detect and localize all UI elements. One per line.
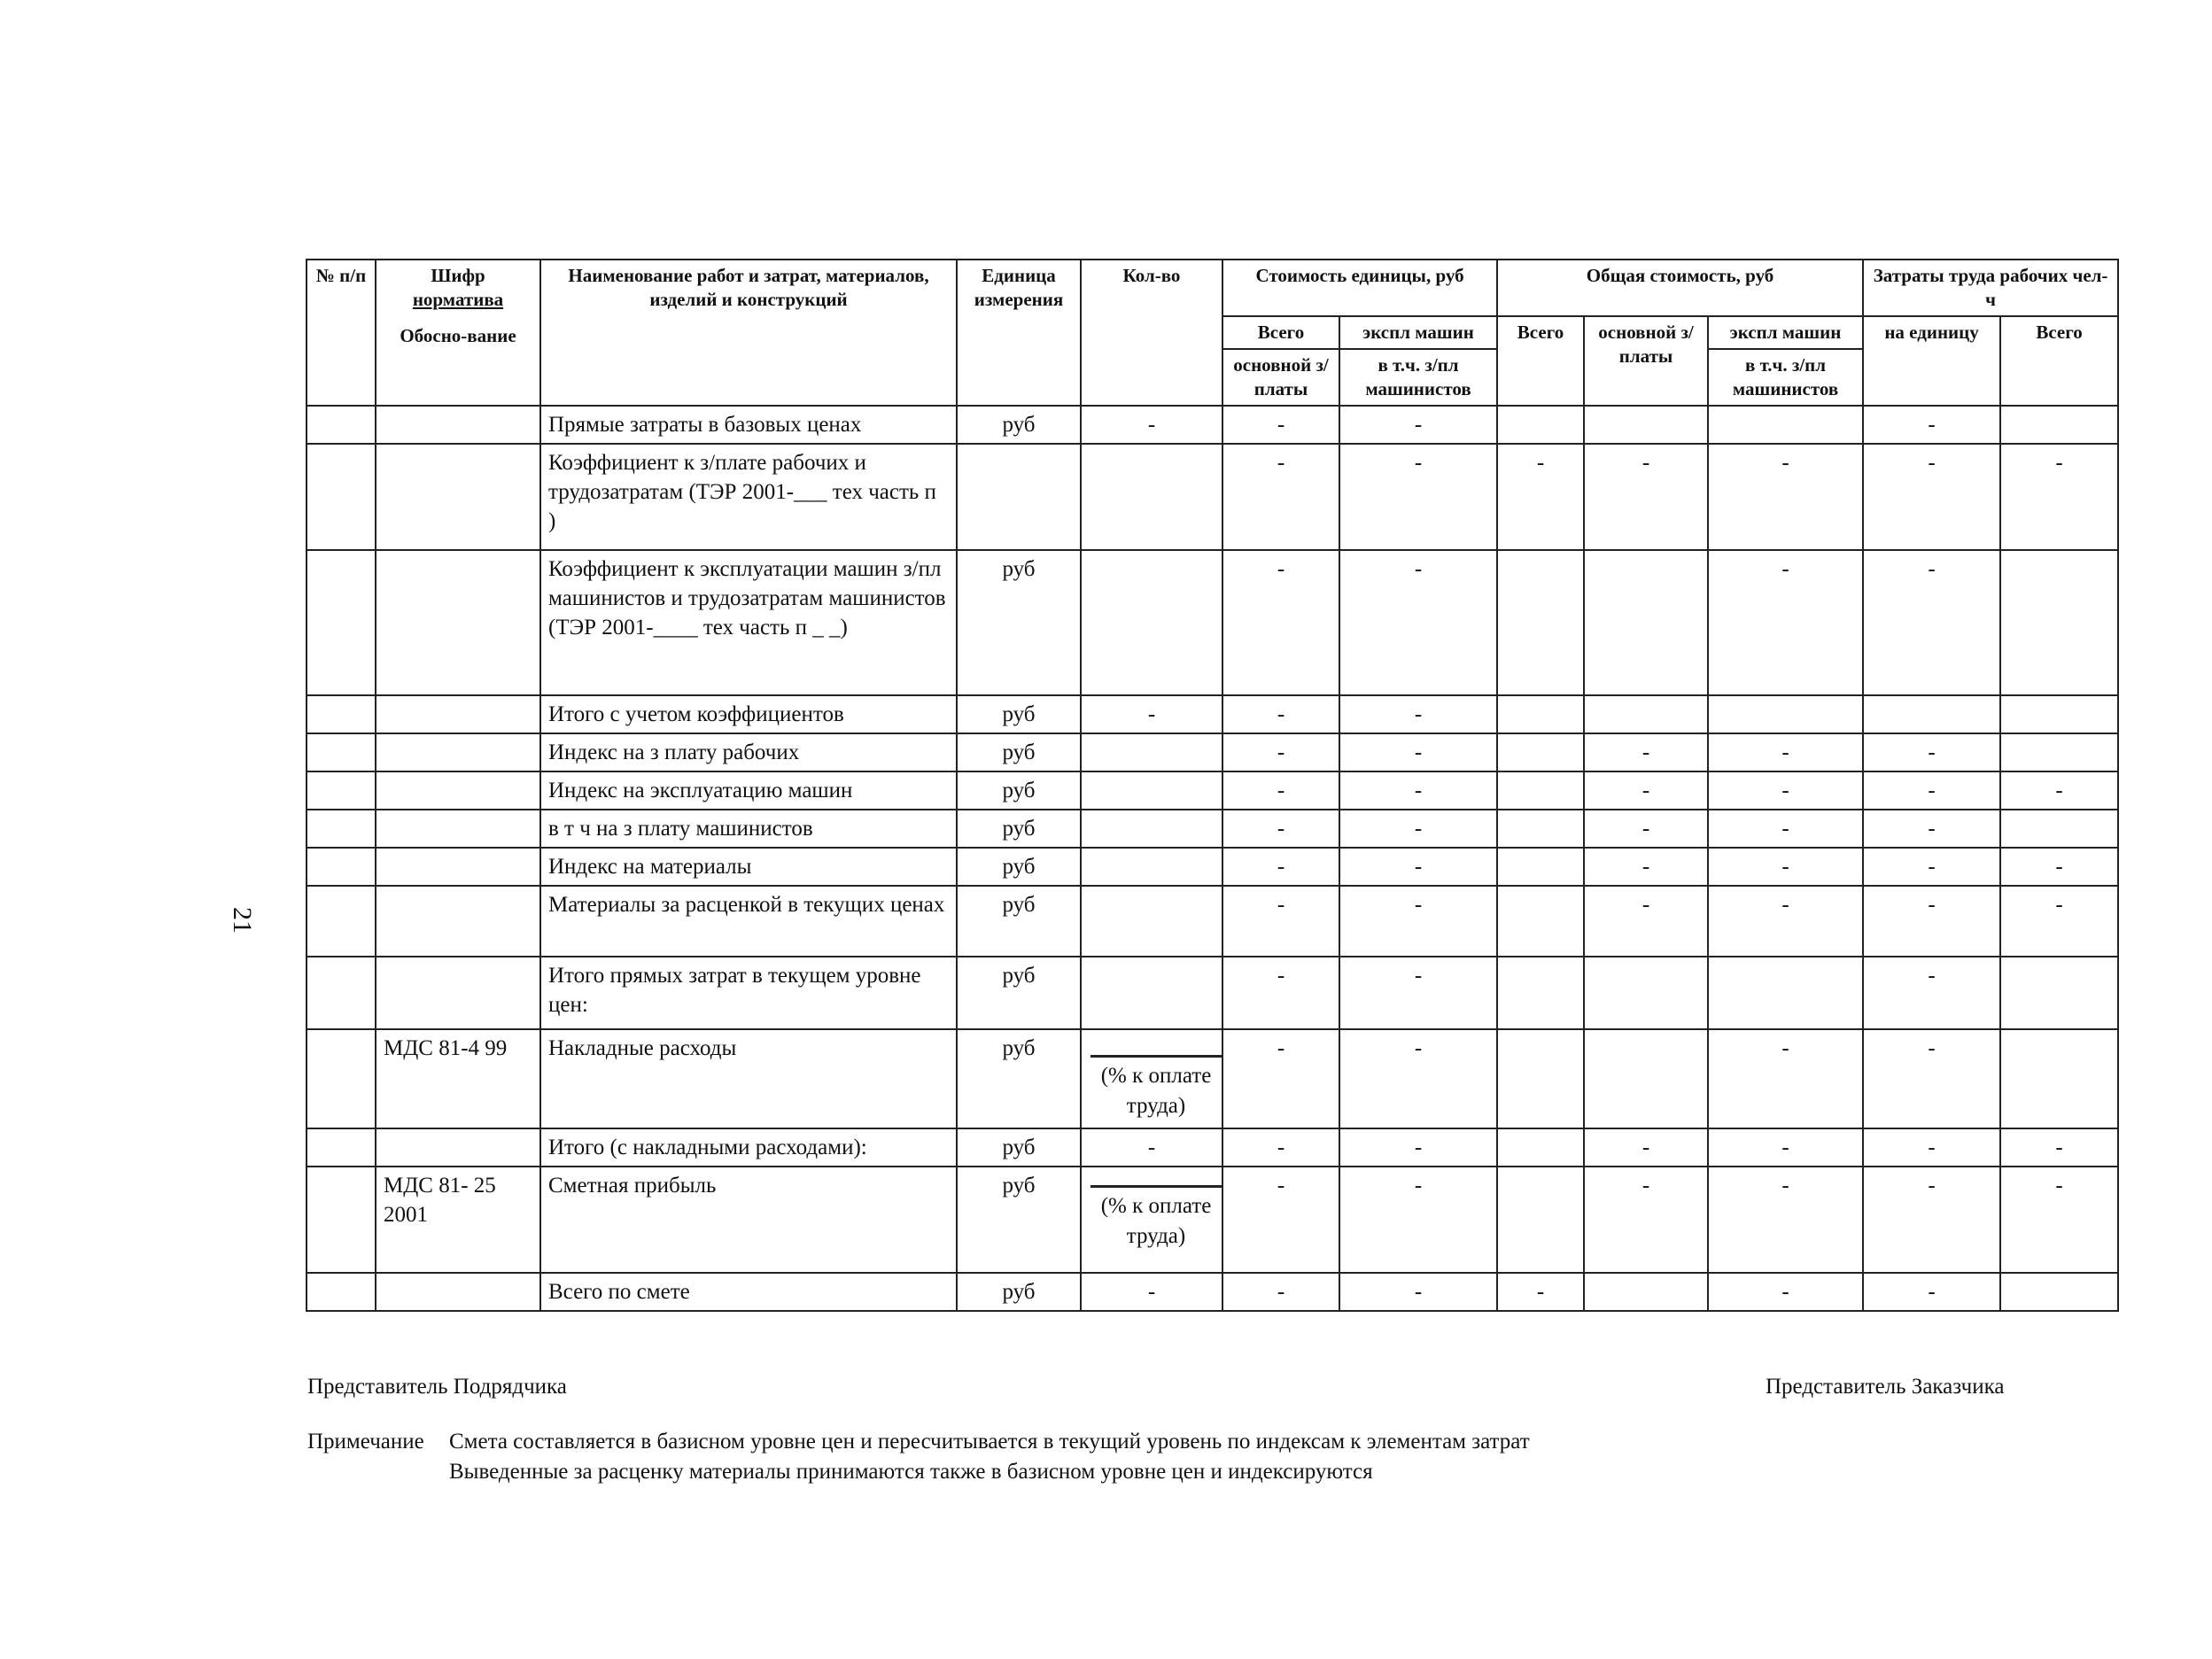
total-base-header: основной з/платы (1584, 316, 1708, 406)
cell: - (1339, 406, 1497, 444)
code-header-bot: Обосно-вание (400, 325, 516, 346)
cell (1497, 733, 1584, 771)
cell: - (1863, 810, 2000, 848)
cell: - (1863, 406, 2000, 444)
row-qty (1081, 444, 1222, 550)
cell: - (1222, 957, 1339, 1029)
cell: - (1708, 886, 1863, 957)
cell: - (1863, 550, 2000, 695)
col-name-header: Наименование работ и затрат, материалов, изделий и конструкций (540, 260, 957, 406)
cell: - (1339, 886, 1497, 957)
table-row (307, 848, 2118, 886)
cell: - (1584, 771, 1708, 810)
row-name: Индекс на материалы (540, 848, 957, 886)
cell: - (1708, 733, 1863, 771)
cell (1497, 957, 1584, 1029)
row-unit: руб (957, 1029, 1081, 1128)
table-row (307, 886, 2118, 957)
table-row (307, 1273, 2118, 1311)
cell (1497, 886, 1584, 957)
row-name: Коэффициент к эксплуатации машин з/пл машинистов и трудозатратам машинистов (ТЭР 2001-____ тех часть п _ _) (540, 550, 957, 695)
cell: - (1863, 1128, 2000, 1167)
cell (1497, 1128, 1584, 1167)
row-qty: - (1081, 1128, 1222, 1167)
table-row (307, 695, 2118, 733)
table-row (307, 550, 2118, 695)
cell: - (1339, 1029, 1497, 1128)
percent-note: (% к оплате труда) (1090, 1055, 1222, 1121)
cell: - (1863, 1273, 2000, 1311)
col-unit-header: Единица измерения (957, 260, 1081, 406)
cell: - (2000, 886, 2118, 957)
total-expl-header: экспл машин (1708, 316, 1863, 349)
cell (1497, 695, 1584, 733)
cell: - (1708, 1273, 1863, 1311)
row-unit: руб (957, 957, 1081, 1029)
row-code: МДС 81- 25 2001 (376, 1167, 540, 1273)
cell: - (1339, 1128, 1497, 1167)
row-unit (957, 444, 1081, 550)
row-name: Материалы за расценкой в текущих ценах (540, 886, 957, 957)
cell: - (1863, 771, 2000, 810)
row-name: Сметная прибыль (540, 1167, 957, 1273)
row-qty (1081, 1167, 1222, 1273)
cell: - (1497, 444, 1584, 550)
row-unit: руб (957, 771, 1081, 810)
cell (1497, 771, 1584, 810)
cell: - (1339, 848, 1497, 886)
cell: - (1863, 1167, 2000, 1273)
note-line-1: Смета составляется в базисном уровне цен и пересчитывается в текущий уровень по индексам к элементам затрат (449, 1430, 1530, 1454)
cell: - (1584, 733, 1708, 771)
row-name: Прямые затраты в базовых ценах (540, 406, 957, 444)
row-unit: руб (957, 1167, 1081, 1273)
row-qty: - (1081, 695, 1222, 733)
cell: - (1339, 695, 1497, 733)
row-name: Коэффициент к з/плате рабочих и трудозатратам (ТЭР 2001-___ тех часть п ) (540, 444, 957, 550)
cell: - (1584, 1128, 1708, 1167)
cell: - (1863, 886, 2000, 957)
total-all-header: Всего (1497, 316, 1584, 406)
total-incl-header: в т.ч. з/пл машинистов (1708, 349, 1863, 406)
cell: - (2000, 444, 2118, 550)
code-header-top: Шифр (431, 265, 485, 286)
row-unit: руб (957, 550, 1081, 695)
cell (1708, 695, 1863, 733)
header-row-1 (307, 260, 2118, 316)
cell: - (1584, 886, 1708, 957)
table-row (307, 810, 2118, 848)
row-qty (1081, 957, 1222, 1029)
unit-incl-header: в т.ч. з/пл машинистов (1339, 349, 1497, 406)
row-unit: руб (957, 695, 1081, 733)
cell: - (1339, 810, 1497, 848)
table-row (307, 733, 2118, 771)
cell: - (1222, 1273, 1339, 1311)
row-qty (1081, 1029, 1222, 1128)
row-qty (1081, 848, 1222, 886)
cell (1584, 957, 1708, 1029)
unit-all-header: Всего (1222, 316, 1339, 349)
cell: - (1222, 733, 1339, 771)
cell (1497, 406, 1584, 444)
cell: - (1339, 733, 1497, 771)
cell: - (1339, 1273, 1497, 1311)
row-name: Итого с учетом коэффициентов (540, 695, 957, 733)
cell (1584, 695, 1708, 733)
row-name: Индекс на эксплуатацию машин (540, 771, 957, 810)
cell: - (1222, 406, 1339, 444)
cell: - (1708, 550, 1863, 695)
cell: - (1222, 1167, 1339, 1273)
cell: - (2000, 1167, 2118, 1273)
cell: - (1708, 1029, 1863, 1128)
cell: - (1863, 957, 2000, 1029)
cell: - (1222, 848, 1339, 886)
cell (2000, 1029, 2118, 1128)
row-unit: руб (957, 733, 1081, 771)
cell: - (2000, 1128, 2118, 1167)
table-row (307, 1128, 2118, 1167)
cell (1497, 810, 1584, 848)
cell: - (1863, 733, 2000, 771)
row-unit: руб (957, 886, 1081, 957)
cell: - (1222, 886, 1339, 957)
cell (1863, 695, 2000, 733)
cell (2000, 957, 2118, 1029)
cell: - (1339, 444, 1497, 550)
estimate-table (306, 259, 2119, 1312)
cell (2000, 810, 2118, 848)
row-name: в т ч на з плату машинистов (540, 810, 957, 848)
code-header-mid: норматива (412, 289, 504, 310)
cell (1497, 1029, 1584, 1128)
labor-per-unit-header: на единицу (1863, 316, 2000, 406)
cell: - (1222, 771, 1339, 810)
row-unit: руб (957, 406, 1081, 444)
page-number: 21 (228, 907, 257, 934)
cell (1708, 957, 1863, 1029)
cell: - (1222, 550, 1339, 695)
cell: - (1584, 444, 1708, 550)
cell: - (2000, 771, 2118, 810)
cell: - (1584, 810, 1708, 848)
row-name: Индекс на з плату рабочих (540, 733, 957, 771)
row-qty (1081, 550, 1222, 695)
unit-expl-header: экспл машин (1339, 316, 1497, 349)
table-row (307, 771, 2118, 810)
table-row (307, 1029, 2118, 1128)
cell: - (1863, 444, 2000, 550)
table-row (307, 444, 2118, 550)
cell: - (1222, 695, 1339, 733)
cell (2000, 733, 2118, 771)
row-name: Итого прямых затрат в текущем уровне цен: (540, 957, 957, 1029)
cell (1584, 550, 1708, 695)
cell: - (1708, 810, 1863, 848)
cell (1497, 1167, 1584, 1273)
cell (2000, 550, 2118, 695)
cell (1584, 406, 1708, 444)
cell (2000, 695, 2118, 733)
row-name: Итого (с накладными расходами): (540, 1128, 957, 1167)
row-qty (1081, 810, 1222, 848)
cell (1497, 848, 1584, 886)
table-row (307, 1167, 2118, 1273)
cell: - (1584, 1167, 1708, 1273)
cell: - (1339, 550, 1497, 695)
table-row (307, 957, 2118, 1029)
unit-base-header: основной з/платы (1222, 349, 1339, 406)
cell: - (1339, 1167, 1497, 1273)
cell (1497, 550, 1584, 695)
cell: - (1584, 848, 1708, 886)
row-qty (1081, 886, 1222, 957)
cell: - (1339, 957, 1497, 1029)
row-unit: руб (957, 1273, 1081, 1311)
row-qty: - (1081, 406, 1222, 444)
labor-all-header: Всего (2000, 316, 2118, 406)
col-code-header (376, 260, 540, 406)
cell: - (1339, 771, 1497, 810)
row-qty (1081, 771, 1222, 810)
row-qty (1081, 733, 1222, 771)
row-code: МДС 81-4 99 (376, 1029, 540, 1128)
cell: - (1708, 444, 1863, 550)
col-qty-header: Кол-во (1081, 260, 1222, 406)
cell: - (1708, 1167, 1863, 1273)
note-line-2: Выведенные за расценку материалы принимаются также в базисном уровне цен и индексируются (449, 1460, 1373, 1484)
col-total-cost-header: Общая стоимость, руб (1497, 260, 1863, 316)
percent-note: (% к оплате труда) (1090, 1185, 1222, 1252)
row-unit: руб (957, 848, 1081, 886)
customer-representative: Представитель Заказчика (1766, 1375, 2005, 1399)
cell: - (1222, 444, 1339, 550)
cell: - (1708, 848, 1863, 886)
cell (2000, 406, 2118, 444)
cell (1584, 1029, 1708, 1128)
cell: - (1863, 1029, 2000, 1128)
cell: - (1708, 771, 1863, 810)
row-unit: руб (957, 1128, 1081, 1167)
cell (1584, 1273, 1708, 1311)
cell: - (1222, 1128, 1339, 1167)
cell: - (1497, 1273, 1584, 1311)
col-num-header: № п/п (307, 260, 376, 406)
row-name: Всего по смете (540, 1273, 957, 1311)
contractor-representative: Представитель Подрядчика (307, 1375, 567, 1399)
cell: - (1863, 848, 2000, 886)
cell (2000, 1273, 2118, 1311)
col-unit-cost-header: Стоимость единицы, руб (1222, 260, 1497, 316)
cell (1708, 406, 1863, 444)
cell: - (1222, 1029, 1339, 1128)
row-qty: - (1081, 1273, 1222, 1311)
note-label: Примечание (307, 1430, 424, 1454)
row-name: Накладные расходы (540, 1029, 957, 1128)
cell: - (1708, 1128, 1863, 1167)
col-labor-header: Затраты труда рабочих чел-ч (1863, 260, 2118, 316)
cell: - (1222, 810, 1339, 848)
table-row (307, 406, 2118, 444)
cell: - (2000, 848, 2118, 886)
row-unit: руб (957, 810, 1081, 848)
